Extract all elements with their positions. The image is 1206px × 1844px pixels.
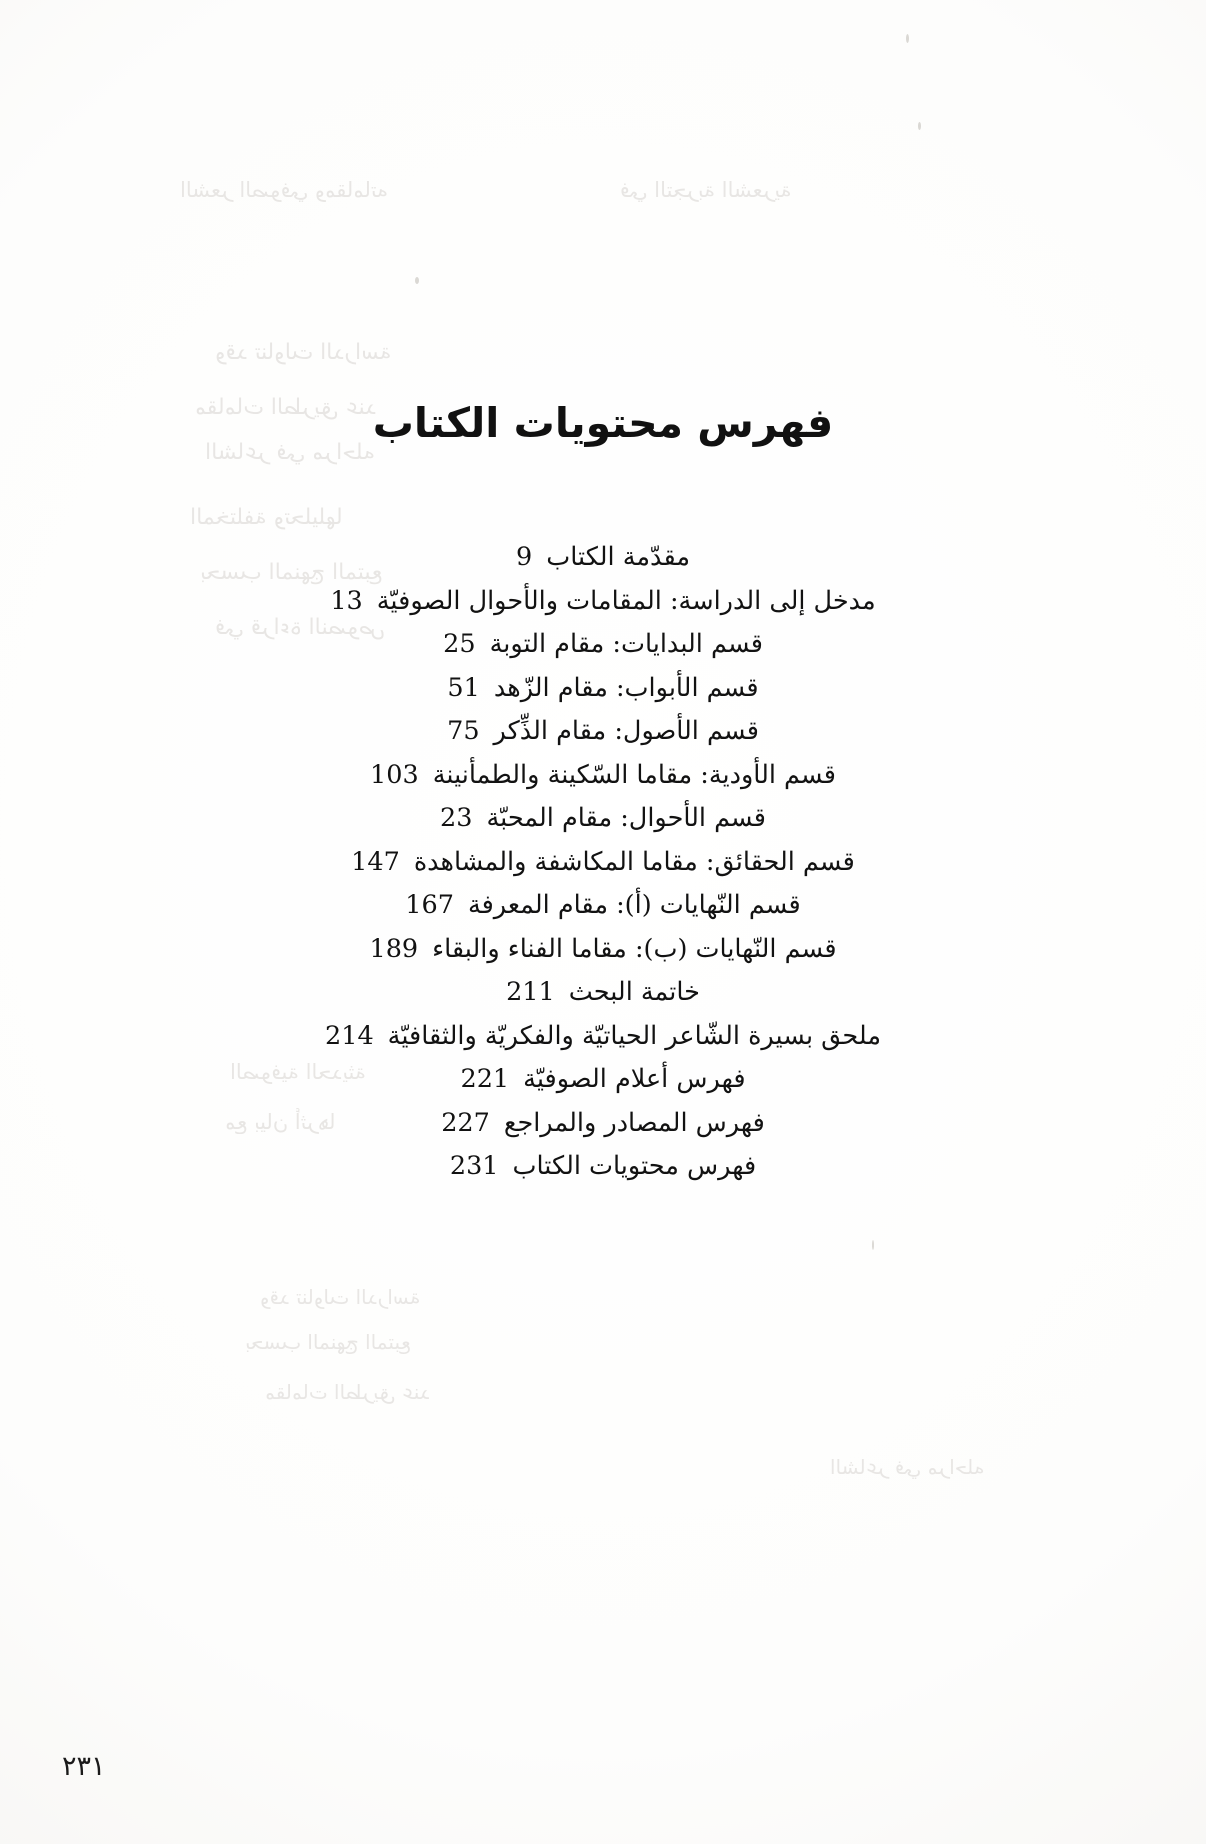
toc-entry-title: ملحق بسيرة الشّاعر الحياتيّة والفكريّة والثقافيّة (387, 1020, 881, 1051)
toc-entry-page: 25 (443, 629, 476, 659)
toc-entry-title: قسم البدايات: مقام التوبة (489, 629, 763, 659)
toc-entry[interactable] (95, 585, 1111, 616)
page-title: فهرس محتويات الكتاب (372, 399, 834, 448)
bleed-through-text: مقامات الطريق عند (195, 395, 377, 420)
toc-entry-page: 167 (405, 890, 454, 920)
bleed-through-text: مع بيان أثرها (225, 1110, 336, 1134)
toc-entry-page: 221 (460, 1064, 510, 1094)
bleed-through-text: وقد تناولت الدراسة (215, 340, 392, 365)
bleed-through-text: في قراءة النصوص (215, 615, 385, 640)
toc-entry-title: قسم الحقائق: مقاما المكاشفة والمشاهدة (413, 846, 855, 877)
toc-entry-title: فهرس محتويات الكتاب (512, 1151, 757, 1181)
toc-entry[interactable] (95, 846, 1111, 877)
toc-entry[interactable] (95, 629, 1111, 659)
toc-entry-page: 75 (447, 716, 480, 746)
toc-entry-page: 51 (447, 672, 480, 703)
bleed-through-text: في التجربة الشعرية (620, 178, 792, 202)
toc-entry-page: 231 (449, 1151, 499, 1181)
toc-entry[interactable] (95, 716, 1111, 746)
toc-entry-page: 189 (369, 933, 419, 964)
toc-entry[interactable] (95, 933, 1111, 964)
toc-entry-title: قسم النّهايات (ب): مقاما الفناء والبقاء (432, 933, 837, 964)
toc-entry-page: 23 (440, 803, 473, 833)
toc-entry-title: قسم النّهايات (أ): مقام المعرفة (467, 890, 801, 920)
toc-entry-page: 9 (515, 542, 533, 572)
toc-entry-title: فهرس المصادر والمراجع (503, 1107, 765, 1138)
toc-entry[interactable] (95, 759, 1111, 790)
bleed-through-text: الصوفية الحديثة (230, 1060, 366, 1084)
toc-entry[interactable] (95, 977, 1111, 1007)
bleed-through-text: الشاعر في مراحله (205, 440, 375, 465)
toc-entry-page: 13 (330, 585, 363, 616)
toc-entry-title: قسم الأبواب: مقام الزّهد (493, 672, 759, 703)
toc-entry-title: قسم الأودية: مقاما السّكينة والطمأنينة (432, 759, 836, 790)
bleed-through-text: المختلفة وتحليلها (190, 505, 343, 530)
toc-entry-title: خاتمة البحث (568, 977, 700, 1007)
toc-entry-title: قسم الأحوال: مقام المحبّة (486, 803, 766, 833)
bleed-through-text: بحسب المنهج المتبع (200, 560, 383, 585)
toc-entry-page: 227 (441, 1107, 490, 1138)
toc-entry-title: مقدّمة الكتاب (546, 542, 691, 572)
bleed-through-text: مقامات الطريق عند (265, 1380, 431, 1404)
toc-entry-page: 211 (506, 977, 555, 1007)
toc-entry[interactable] (95, 1151, 1111, 1181)
toc-entry-page: 214 (325, 1020, 374, 1051)
toc-entry[interactable] (95, 890, 1111, 920)
bleed-through-text: وقد تناولت الدراسة (260, 1285, 421, 1309)
toc-entry[interactable] (95, 1064, 1111, 1094)
bleed-through-text: الشاعر في مراحله (830, 1455, 985, 1479)
table-of-contents (95, 542, 1111, 1198)
folio-number: ٢٣١ (62, 1751, 106, 1782)
toc-entry[interactable] (95, 1020, 1111, 1051)
bleed-through-text: بحسب المنهج المتبع (245, 1330, 411, 1354)
toc-entry[interactable] (95, 1107, 1111, 1138)
toc-entry-page: 147 (351, 846, 400, 877)
toc-entry[interactable] (95, 672, 1111, 703)
toc-entry-title: قسم الأصول: مقام الذِّكر (493, 716, 759, 746)
toc-entry-title: فهرس أعلام الصوفيّة (523, 1064, 746, 1094)
toc-entry[interactable] (95, 803, 1111, 833)
toc-entry[interactable] (95, 542, 1111, 572)
toc-entry-title: مدخل إلى الدراسة: المقامات والأحوال الصوفيّة (376, 585, 876, 616)
toc-entry-page: 103 (370, 759, 419, 790)
bleed-through-text: الشعر الصوفي ومقاماته (180, 178, 389, 202)
